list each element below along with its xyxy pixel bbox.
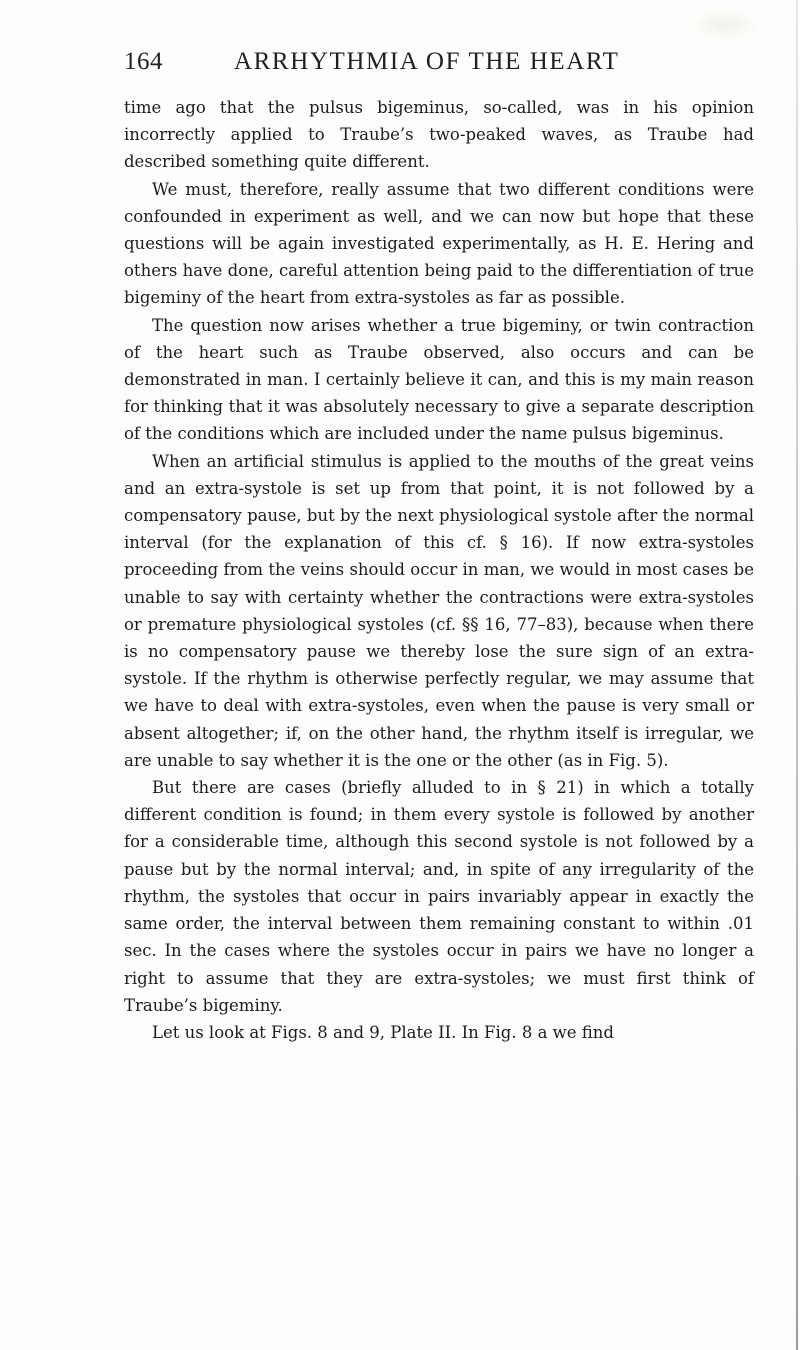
paragraph: Let us look at Figs. 8 and 9, Plate II. In Fig. 8 a we find	[152, 1022, 614, 1042]
paragraph: We must, therefore, really assume that two different conditions were confounded in experiment as well, and we can now but hope that these questions will be again investigated experimentally, as H. E. Hering and others have done, careful attention being paid to the differentiation of true bigeminy of the heart from extra-systoles as far as possible.	[124, 179, 754, 308]
page-number: 164	[124, 48, 163, 75]
body-text	[124, 94, 754, 1046]
paragraph: But there are cases (briefly alluded to in § 21) in which a totally different condition is found; in them every systole is followed by another for a considerable time, although this second systole is not followed by a pause but by the normal interval; and, in spite of any irregularity of the rhythm, the systoles that occur in pairs invariably appear in exactly the same order, the interval between them remaining constant to within .01 sec. In the cases where the systoles occur in pairs we have no longer a right to assume that they are extra-systoles; we must first think of Traube’s bigeminy.	[124, 778, 754, 1015]
paragraph: When an artificial stimulus is applied to the mouths of the great veins and an extra-systole is set up from that point, it is not followed by a compensatory pause, but by the next physiological systole after the normal interval (for the explanation of this cf. § 16). If now extra-systoles proceeding from the veins should occur in man, we would in most cases be unable to say with certainty whether the contractions were extra-systoles or premature physiological systoles (cf. §§ 16, 77–83), because when there is no compensatory pause we thereby lose the sure sign of an extra-systole. If the rhythm is otherwise perfectly regular, we may assume that we have to deal with extra-systoles, even when the pause is very small or absent altogether; if, on the other hand, the rhythm itself is irregular, we are unable to say whether it is the one or the other (as in Fig. 5).	[124, 451, 754, 770]
page-edge-shadow	[796, 0, 798, 1350]
paragraph-continuation: time ago that the pulsus bigeminus, so-called, was in his opinion incorrectly applied to Traube’s two-peaked waves, as Traube had described something quite different.	[124, 98, 754, 172]
paragraph: The question now arises whether a true bigeminy, or twin contraction of the heart such as Traube observed, also occurs and can be demonstrated in man. I certainly believe it can, and this is my main reason for thinking that it was absolutely necessary to give a separate description of the conditions which are included under the name pulsus bigeminus.	[124, 315, 754, 444]
running-title: ARRHYTHMIA OF THE HEART	[234, 48, 620, 75]
running-header	[124, 48, 754, 88]
paper-stain	[690, 10, 760, 40]
